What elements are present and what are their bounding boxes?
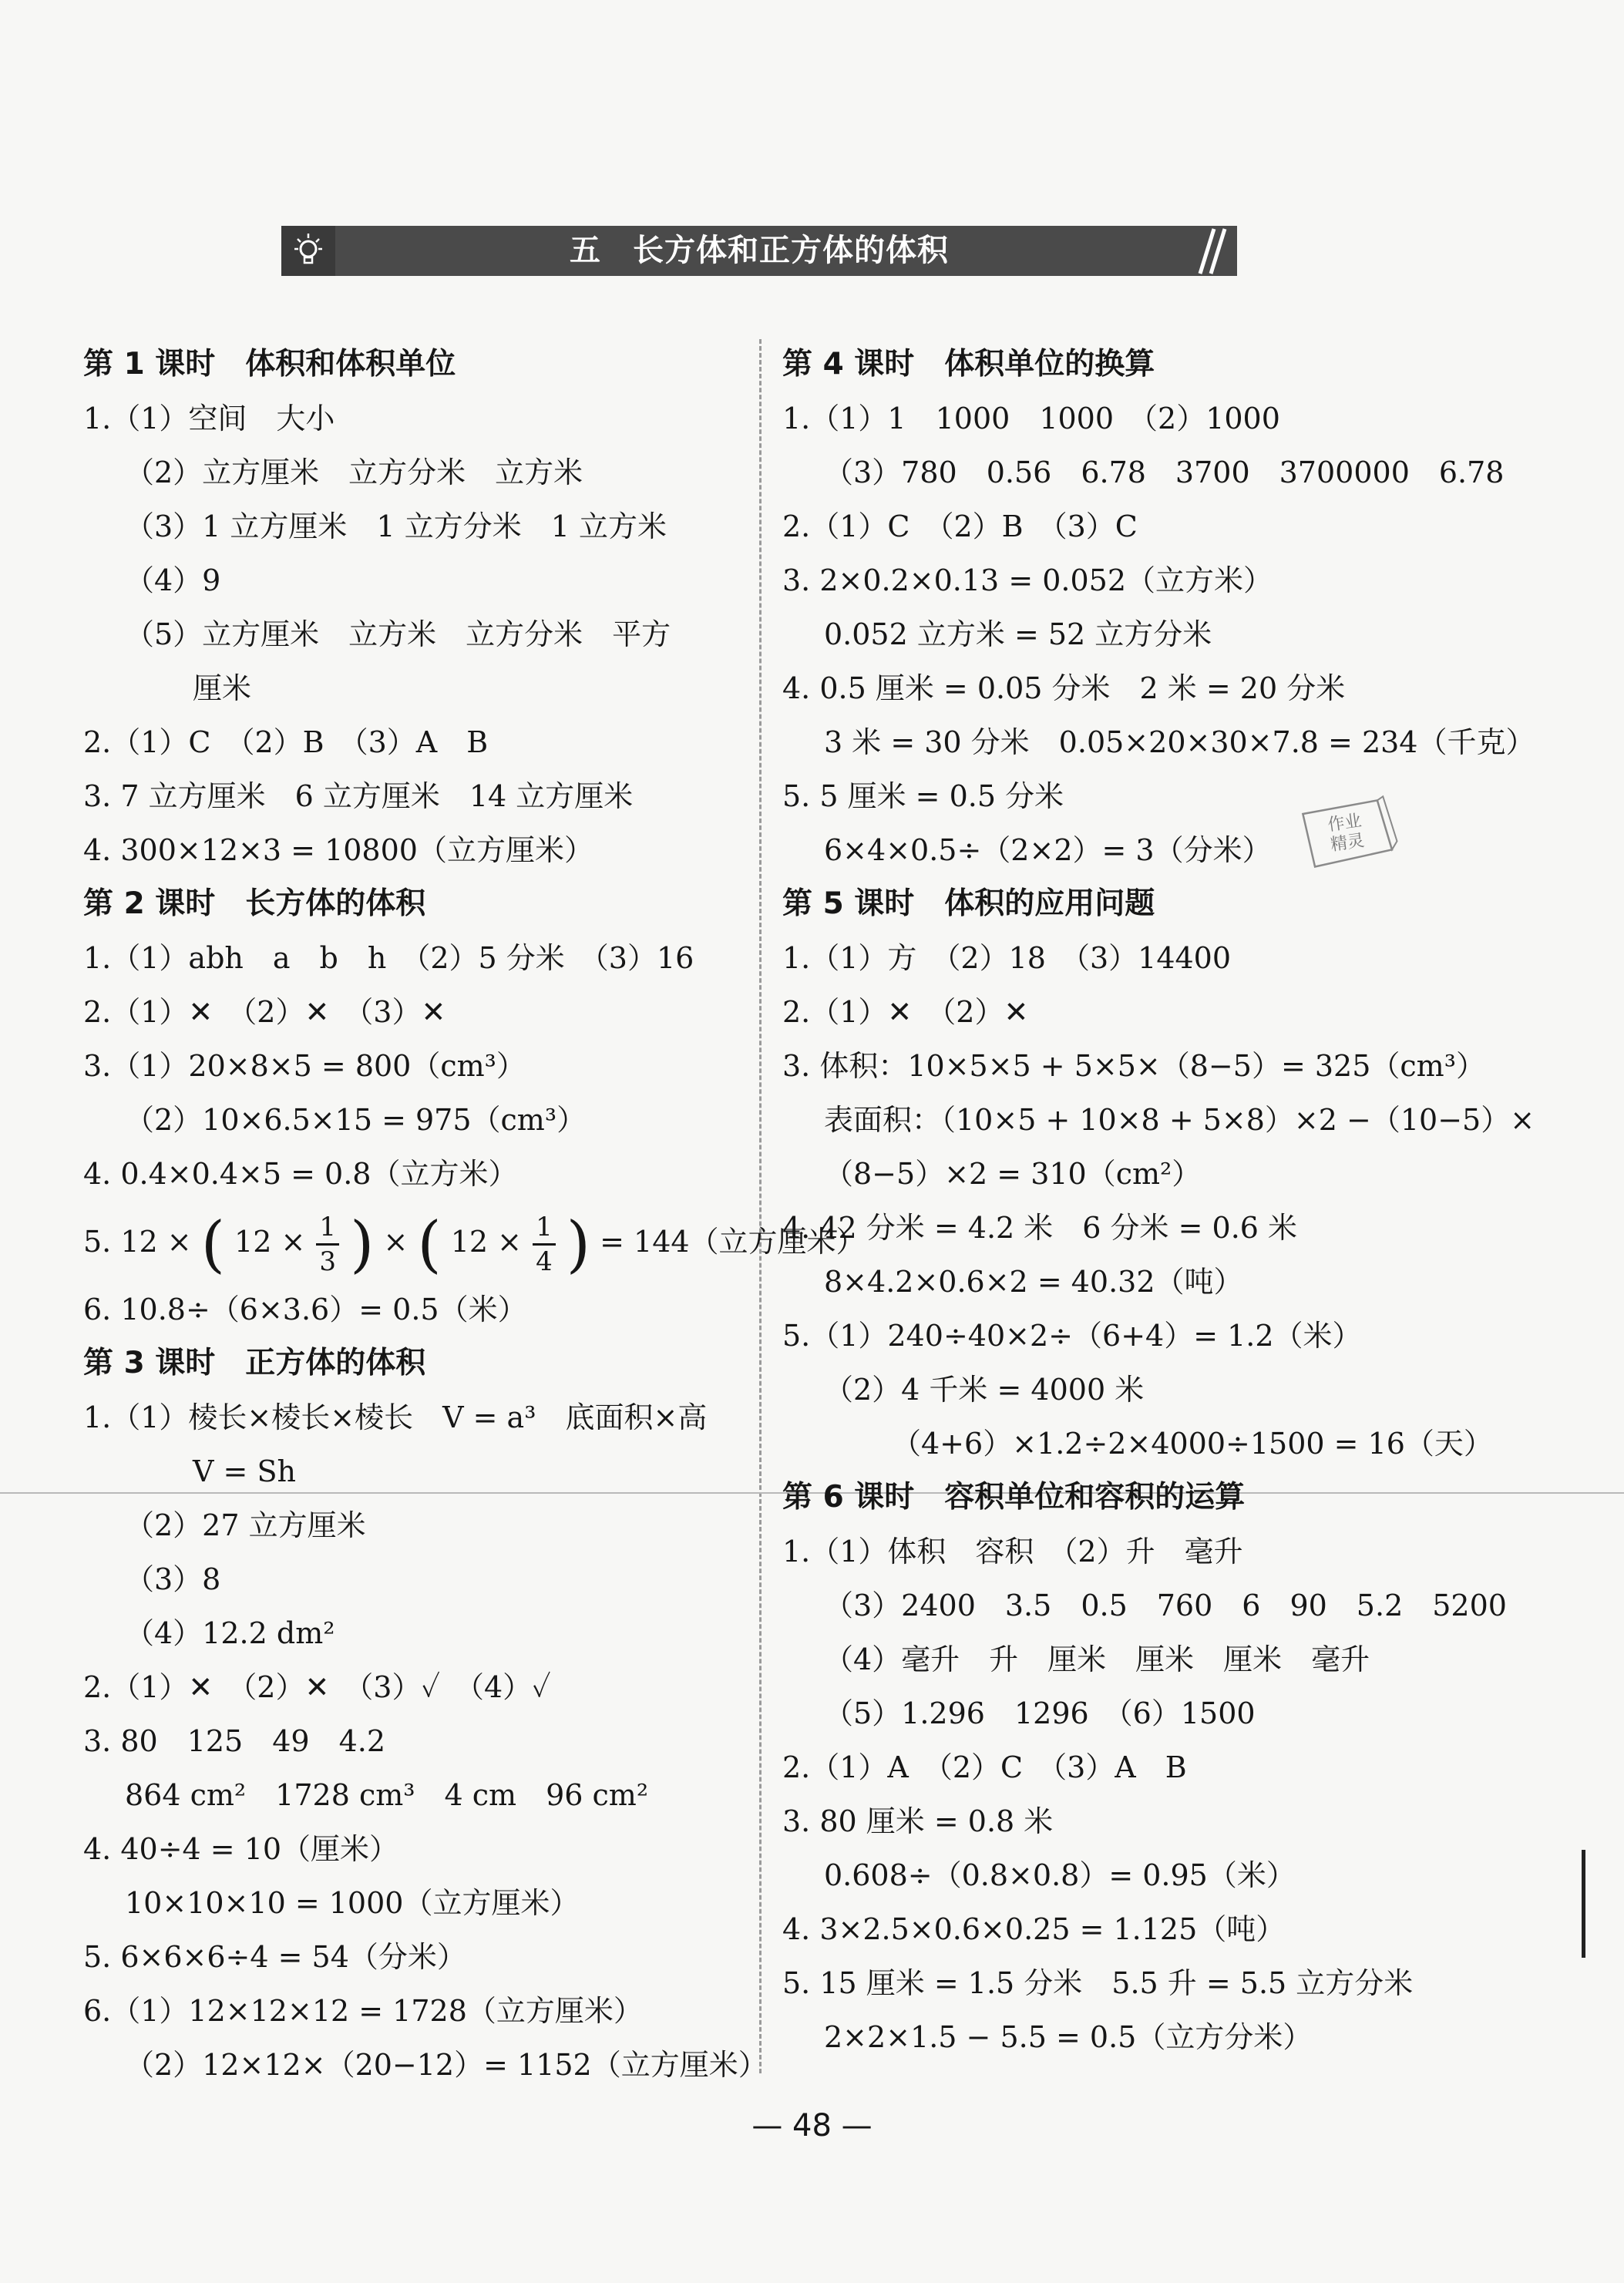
slash-decoration-icon <box>1183 226 1229 276</box>
answer-line: （3）1 立方厘米 1 立方分米 1 立方米 <box>125 509 667 543</box>
answer-line: （2）4 千米 = 4000 米 <box>824 1373 1145 1407</box>
expr-text: 12 × <box>234 1225 306 1259</box>
answer-line: 8×4.2×0.6×2 = 40.32（吨） <box>824 1265 1243 1299</box>
watermark-stamp <box>1291 794 1407 879</box>
answer-line: 3. 80 125 49 4.2 <box>83 1724 386 1758</box>
answer-line: （2）10×6.5×15 = 975（cm³） <box>125 1103 587 1137</box>
answer-line: 5. 6×6×6÷4 = 54（分米） <box>83 1940 466 1974</box>
section-banner <box>281 226 1237 276</box>
answer-line: 864 cm² 1728 cm³ 4 cm 96 cm² <box>125 1778 649 1812</box>
answer-line: 2.（1）A （2）C （3）A B <box>782 1750 1187 1784</box>
answer-line: （5）立方厘米 立方米 立方分米 平方 <box>125 617 671 651</box>
answer-line: 2.（1）✕ （2）✕ （3）✕ <box>83 995 446 1029</box>
fraction-denominator: 3 <box>319 1246 337 1277</box>
fraction-denominator: 4 <box>536 1246 553 1277</box>
answer-line: 1.（1）abh a b h （2）5 分米 （3）16 <box>83 941 694 975</box>
banner-title: 五 长方体和正方体的体积 <box>570 233 949 268</box>
fraction-answer-line <box>83 1201 866 1283</box>
page-number: — 48 — <box>751 2108 873 2143</box>
answer-line: 1.（1）方 （2）18 （3）14400 <box>782 941 1232 975</box>
column-divider <box>759 339 762 2073</box>
expr-text: × <box>383 1225 409 1259</box>
answer-line: 1.（1）空间 大小 <box>83 402 335 435</box>
stamp-text: 精灵 <box>1329 831 1366 856</box>
answer-line: 4. 42 分米 = 4.2 米 6 分米 = 0.6 米 <box>782 1211 1298 1245</box>
answer-line: 5. 15 厘米 = 1.5 分米 5.5 升 = 5.5 立方分米 <box>782 1966 1414 2000</box>
answer-line: （3）8 <box>125 1562 221 1596</box>
paren-open-icon: ( <box>417 1208 442 1280</box>
answer-line: （2）27 立方厘米 <box>125 1508 366 1542</box>
paren-open-icon: ( <box>200 1208 225 1280</box>
left-column <box>83 338 866 2092</box>
answer-line: 4. 0.5 厘米 = 0.05 分米 2 米 = 20 分米 <box>782 671 1346 705</box>
answer-line: 3. 2×0.2×0.13 = 0.052（立方米） <box>782 563 1273 597</box>
answer-line: 表面积：（10×5 + 10×8 + 5×8）×2 −（10−5）× <box>824 1103 1535 1137</box>
answer-line: 3. 体积：10×5×5 + 5×5×（8−5）= 325（cm³） <box>782 1049 1485 1083</box>
answer-line: （2）立方厘米 立方分米 立方米 <box>125 456 583 489</box>
answer-line: 2.（1）✕ （2）✕ <box>782 995 1029 1029</box>
edge-mark <box>1582 1850 1585 1958</box>
answer-line: 1.（1）1 1000 1000 （2）1000 <box>782 402 1280 435</box>
answer-line: （5）1.296 1296 （6）1500 <box>824 1696 1256 1730</box>
lesson-3-heading: 第 3 课时 正方体的体积 <box>83 1346 426 1380</box>
answer-line: 4. 40÷4 = 10（厘米） <box>83 1832 399 1866</box>
fraction <box>316 1211 339 1278</box>
answer-line: 2.（1）C （2）B （3）C <box>782 509 1138 543</box>
lesson-1-heading: 第 1 课时 体积和体积单位 <box>83 347 456 382</box>
answer-line: 4. 0.4×0.4×5 = 0.8（立方米） <box>83 1157 518 1191</box>
answer-line: （4）毫升 升 厘米 厘米 厘米 毫升 <box>824 1642 1370 1676</box>
answer-line: （8−5）×2 = 310（cm²） <box>824 1157 1202 1191</box>
fraction <box>533 1211 556 1278</box>
lesson-4-heading: 第 4 课时 体积单位的换算 <box>782 347 1155 382</box>
lesson-6-heading: 第 6 课时 容积单位和容积的运算 <box>782 1480 1246 1515</box>
answer-line: 3. 80 厘米 = 0.8 米 <box>782 1804 1054 1838</box>
answer-line: 4. 300×12×3 = 10800（立方厘米） <box>83 833 593 867</box>
answer-line: 6×4×0.5÷（2×2）= 3（分米） <box>824 833 1272 867</box>
answer-line: 3.（1）20×8×5 = 800（cm³） <box>83 1049 526 1083</box>
lesson-5-heading: 第 5 课时 体积的应用问题 <box>782 886 1155 921</box>
answer-line: 0.052 立方米 = 52 立方分米 <box>824 617 1212 651</box>
right-column <box>782 338 1584 2064</box>
answer-line: （2）12×12×（20−12）= 1152（立方厘米） <box>125 2048 768 2082</box>
answer-line: 4. 3×2.5×0.6×0.25 = 1.125（吨） <box>782 1912 1286 1946</box>
fraction-numerator: 1 <box>533 1211 556 1246</box>
answer-line: （4）12.2 dm² <box>125 1616 335 1650</box>
expr-text: 5. 12 × <box>83 1225 192 1259</box>
answer-line: 5. 5 厘米 = 0.5 分米 <box>782 779 1064 813</box>
answer-line: 5.（1）240÷40×2÷（6+4）= 1.2（米） <box>782 1319 1362 1353</box>
answer-line: 2.（1）✕ （2）✕ （3）✓ （4）✓ <box>83 1670 551 1704</box>
answer-line: 6.（1）12×12×12 = 1728（立方厘米） <box>83 1994 643 2028</box>
answer-line: 3. 7 立方厘米 6 立方厘米 14 立方厘米 <box>83 779 634 813</box>
expr-text: = 144（立方厘米） <box>600 1225 866 1259</box>
answer-line: （4）9 <box>125 563 221 597</box>
answer-line: V = Sh <box>193 1454 296 1488</box>
paren-close-icon: ) <box>350 1208 375 1280</box>
answer-line: 3 米 = 30 分米 0.05×20×30×7.8 = 234（千克） <box>824 725 1535 759</box>
answer-line: 2×2×1.5 − 5.5 = 0.5（立方分米） <box>824 2020 1313 2054</box>
fraction-numerator: 1 <box>316 1211 339 1246</box>
answer-line: （3）780 0.56 6.78 3700 3700000 6.78 <box>824 456 1505 489</box>
lesson-2-heading: 第 2 课时 长方体的体积 <box>83 886 426 921</box>
answer-line: 0.608÷（0.8×0.8）= 0.95（米） <box>824 1858 1296 1892</box>
answer-line: 1.（1）体积 容积 （2）升 毫升 <box>782 1535 1243 1569</box>
paren-close-icon: ) <box>566 1208 591 1280</box>
answer-line: （3）2400 3.5 0.5 760 6 90 5.2 5200 <box>824 1589 1507 1622</box>
expr-text: 12 × <box>450 1225 522 1259</box>
answer-line: 1.（1）棱长×棱长×棱长 V = a³ 底面积×高 <box>83 1400 708 1434</box>
answer-line: 厘米 <box>193 671 252 705</box>
answer-line: 2.（1）C （2）B （3）A B <box>83 725 489 759</box>
answer-line: 10×10×10 = 1000（立方厘米） <box>125 1886 580 1920</box>
answer-line: 6. 10.8÷（6×3.6）= 0.5（米） <box>83 1293 527 1326</box>
answer-line: （4+6）×1.2÷2×4000÷1500 = 16（天） <box>892 1427 1493 1461</box>
stamp-text: 作业 <box>1326 811 1363 836</box>
